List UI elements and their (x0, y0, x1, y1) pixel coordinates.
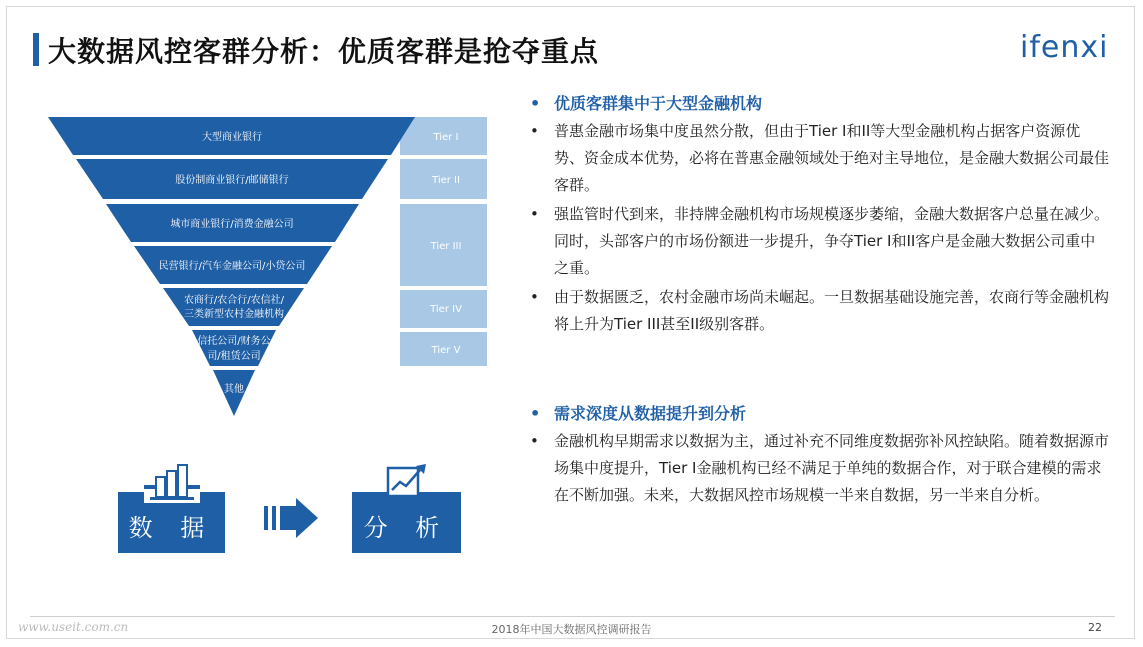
footer-divider (30, 616, 1115, 617)
pyramid-label: 大型商业银行 (202, 132, 262, 143)
tier-label: Tier II (432, 175, 460, 186)
section-heading-text: 需求深度从数据提升到分析 (554, 404, 747, 423)
right-arrow-icon (264, 498, 320, 538)
pyramid-label: 城市商业银行/消费金融公司 (170, 219, 294, 230)
tier-label: Tier III (430, 241, 462, 252)
section-demand (530, 402, 1110, 509)
tier-pyramid (48, 112, 493, 422)
bullet-item (530, 284, 1110, 338)
bullet-text: 金融机构早期需求以数据为主，通过补充不同维度数据弥补风控缺陷。随着数据源市场集中度提升，Tier I金融机构已经不满足于单纯的数据合作，对于联合建模的需求在不断加强。未来，大数据风控市场规模一半来自数据，另一半来自分析。 (554, 432, 1110, 504)
pyramid-level-5 (163, 288, 304, 326)
ifenxi-logo: ifenxi (1020, 30, 1109, 65)
pyramid-label: 司/租赁公司 (207, 351, 261, 362)
page-title: 大数据风控客群分析：优质客群是抢夺重点 (48, 35, 600, 68)
title-accent-bar (33, 33, 39, 66)
bullet-dot: • (530, 205, 539, 223)
pyramid-label: 股份制商业银行/邮储银行 (175, 175, 289, 186)
bullet-item (530, 428, 1110, 509)
bullet-dot: • (530, 432, 539, 450)
pyramid-label: 农商行/农合行/农信社/ (183, 295, 285, 306)
pyramid-label: 三类新型农村金融机构 (184, 309, 284, 320)
page-number: 22 (1088, 621, 1102, 634)
trend-chart-icon (380, 462, 436, 504)
bullet-dot: • (530, 404, 541, 423)
pyramid-label: 民营银行/汽车金融公司/小贷公司 (158, 261, 306, 272)
pyramid-label: 信托公司/财务公 (197, 336, 271, 347)
section-heading-text: 优质客群集中于大型金融机构 (554, 94, 763, 113)
pyramid-label: 其他 (224, 384, 244, 395)
report-name: 2018年中国大数据风控调研报告 (491, 623, 652, 636)
bullet-dot: • (530, 288, 539, 306)
watermark: www.useit.com.cn (18, 620, 129, 634)
section-heading (530, 402, 1110, 426)
analysis-box-label: 分 析 (363, 514, 450, 542)
section-heading (530, 92, 1110, 116)
section-concentration (530, 92, 1110, 338)
tier-label: Tier I (433, 132, 459, 143)
bar-chart-icon (140, 463, 204, 505)
bullet-text: 普惠金融市场集中度虽然分散，但由于Tier I和II等大型金融机构占据客户资源优势、资金成本优势，必将在普惠金融领域处于绝对主导地位，是金融大数据公司最佳客群。 (554, 122, 1110, 194)
bullet-dot: • (530, 122, 539, 140)
bullet-item (530, 201, 1110, 282)
bullet-text: 强监管时代到来，非持牌金融机构市场规模逐步萎缩，金融大数据客户总量在减少。同时，头部客户的市场份额进一步提升，争夺Tier I和II客户是金融大数据公司重中之重。 (554, 205, 1110, 277)
tier-label: Tier V (431, 345, 461, 356)
bullet-text: 由于数据匮乏，农村金融市场尚未崛起。一旦数据基础设施完善，农商行等金融机构将上升为Tier III甚至II级别客群。 (554, 288, 1110, 333)
bullet-dot: • (530, 94, 541, 113)
data-box-label: 数 据 (128, 514, 215, 542)
text-sections (530, 92, 1110, 509)
bullet-item (530, 118, 1110, 199)
tier-label: Tier IV (430, 304, 462, 315)
